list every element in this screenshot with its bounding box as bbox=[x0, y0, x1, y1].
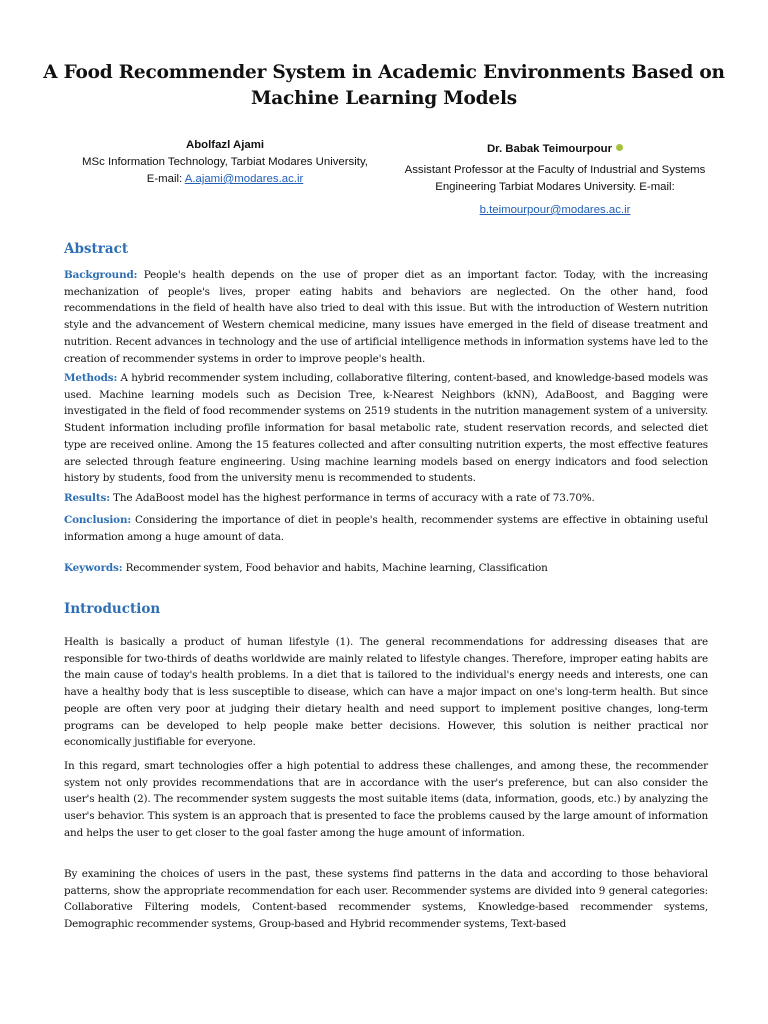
keywords-text: Recommender system, Food behavior and habits, Machine learning, Classification bbox=[125, 562, 548, 574]
background-label: Background: bbox=[64, 269, 138, 281]
introduction-heading: Introduction bbox=[64, 601, 161, 617]
results-text: The AdaBoost model has the highest performance in terms of accuracy with a rate of 73.70%. bbox=[113, 492, 595, 504]
background-text: People's health depends on the use of proper diet as an important factor. Today, with the increasing mechanization of people's lives, proper eating habits and behaviors are neglected. On the other hand, food recommendations in the field of health have also tried to deal with this issue. But with the introduction of Western nutrition style and the advancement of Western chemical medicine, many issues have emerged in the field of disease treatment and nutrition. Recent advances in technology and the use of artificial intelligence methods in information systems have led to the creation of recommender systems in order to improve people's health. bbox=[64, 269, 709, 365]
methods-text: A hybrid recommender system including, collaborative filtering, content-based, and knowledge-based models was used. Machine learning models such as Decision Tree, k-Nearest Neighbors (kNN), AdaBoost, and Bagging were investigated in the field of food recommender systems on 2519 students in the nutrition management system of a university. Student information including profile information for basal metabolic rate, student reservation records, and selected diet type are received online. Among the 15 features collected and after consulting nutrition experts, the most effective features are selected through feature engineering. Using machine learning models based on energy indicators and food selection history by students, food from the university menu is recommended to students. bbox=[64, 372, 708, 485]
author-name-row bbox=[380, 141, 730, 158]
abstract-background bbox=[64, 267, 708, 367]
paper-title: A Food Recommender System in Academic Environments Based on Machine Learning Models bbox=[43, 62, 725, 109]
author-affiliation: MSc Information Technology, Tarbiat Modares University, bbox=[82, 156, 368, 168]
author-block-2 bbox=[380, 141, 730, 219]
abstract-keywords bbox=[64, 560, 708, 577]
orcid-icon[interactable] bbox=[616, 144, 623, 151]
author-email-link[interactable]: b.teimourpour@modares.ac.ir bbox=[479, 204, 631, 216]
author-affiliation: Assistant Professor at the Faculty of Industrial and Systems Engineering Tarbiat Modares University. E-mail: bbox=[404, 164, 706, 193]
methods-label: Methods: bbox=[64, 372, 118, 384]
conclusion-label: Conclusion: bbox=[64, 514, 132, 526]
intro-paragraph-1: Health is basically a product of human lifestyle (1). The general recommendations for addressing diseases that are responsible for two-thirds of deaths worldwide are mainly related to lifestyle changes. Therefore, improper eating habits are the main cause of today's health problems. In a diet that is tailored to the individual's energy needs and interests, one can have a healthy body that is less susceptible to disease, which can have a major impact on one's long-term health. But since people are often very poor at judging their dietary health and need support to implement positive changes, long-term programs can be developed to help people make better decisions. However, this solution is neither practical nor economically justifiable for everyone. bbox=[64, 636, 708, 749]
abstract-heading: Abstract bbox=[64, 241, 129, 257]
abstract-methods bbox=[64, 370, 708, 487]
author-name: Dr. Babak Teimourpour bbox=[486, 143, 613, 155]
abstract-results bbox=[64, 490, 708, 507]
author-email-link[interactable]: A.ajami@modares.ac.ir bbox=[184, 173, 304, 185]
author-name: Abolfazl Ajami bbox=[185, 139, 265, 151]
intro-paragraph-2: In this regard, smart technologies offer a high potential to address these challenges, and among these, the recommender system not only provides recommendations that are in accordance with the user's preference, but can also consider the user's health (2). The recommender system suggests the most suitable items (data, information, goods, etc.) by analyzing the user's behavior. This system is an approach that is presented to face the problems caused by the large amount of information and helps the user to get closer to the goal faster among the huge amount of information. bbox=[64, 760, 708, 839]
keywords-label: Keywords: bbox=[64, 562, 123, 574]
abstract-conclusion bbox=[64, 512, 708, 545]
email-prefix: E-mail: bbox=[146, 173, 185, 185]
results-label: Results: bbox=[64, 492, 110, 504]
author-block-1 bbox=[50, 137, 400, 188]
intro-paragraph-3: By examining the choices of users in the past, these systems find patterns in the data and according to those behavioral patterns, show the appropriate recommendation for each user. Recommender systems are divided into 9 general categories: Collaborative Filtering models, Content-based recommender systems, Knowledge-based recommender systems, Demographic recommender systems, Group-based and Hybrid recommender systems, Text-based bbox=[64, 868, 708, 931]
conclusion-text: Considering the importance of diet in people's health, recommender systems are effective in obtaining useful information among a huge amount of data. bbox=[64, 514, 709, 543]
